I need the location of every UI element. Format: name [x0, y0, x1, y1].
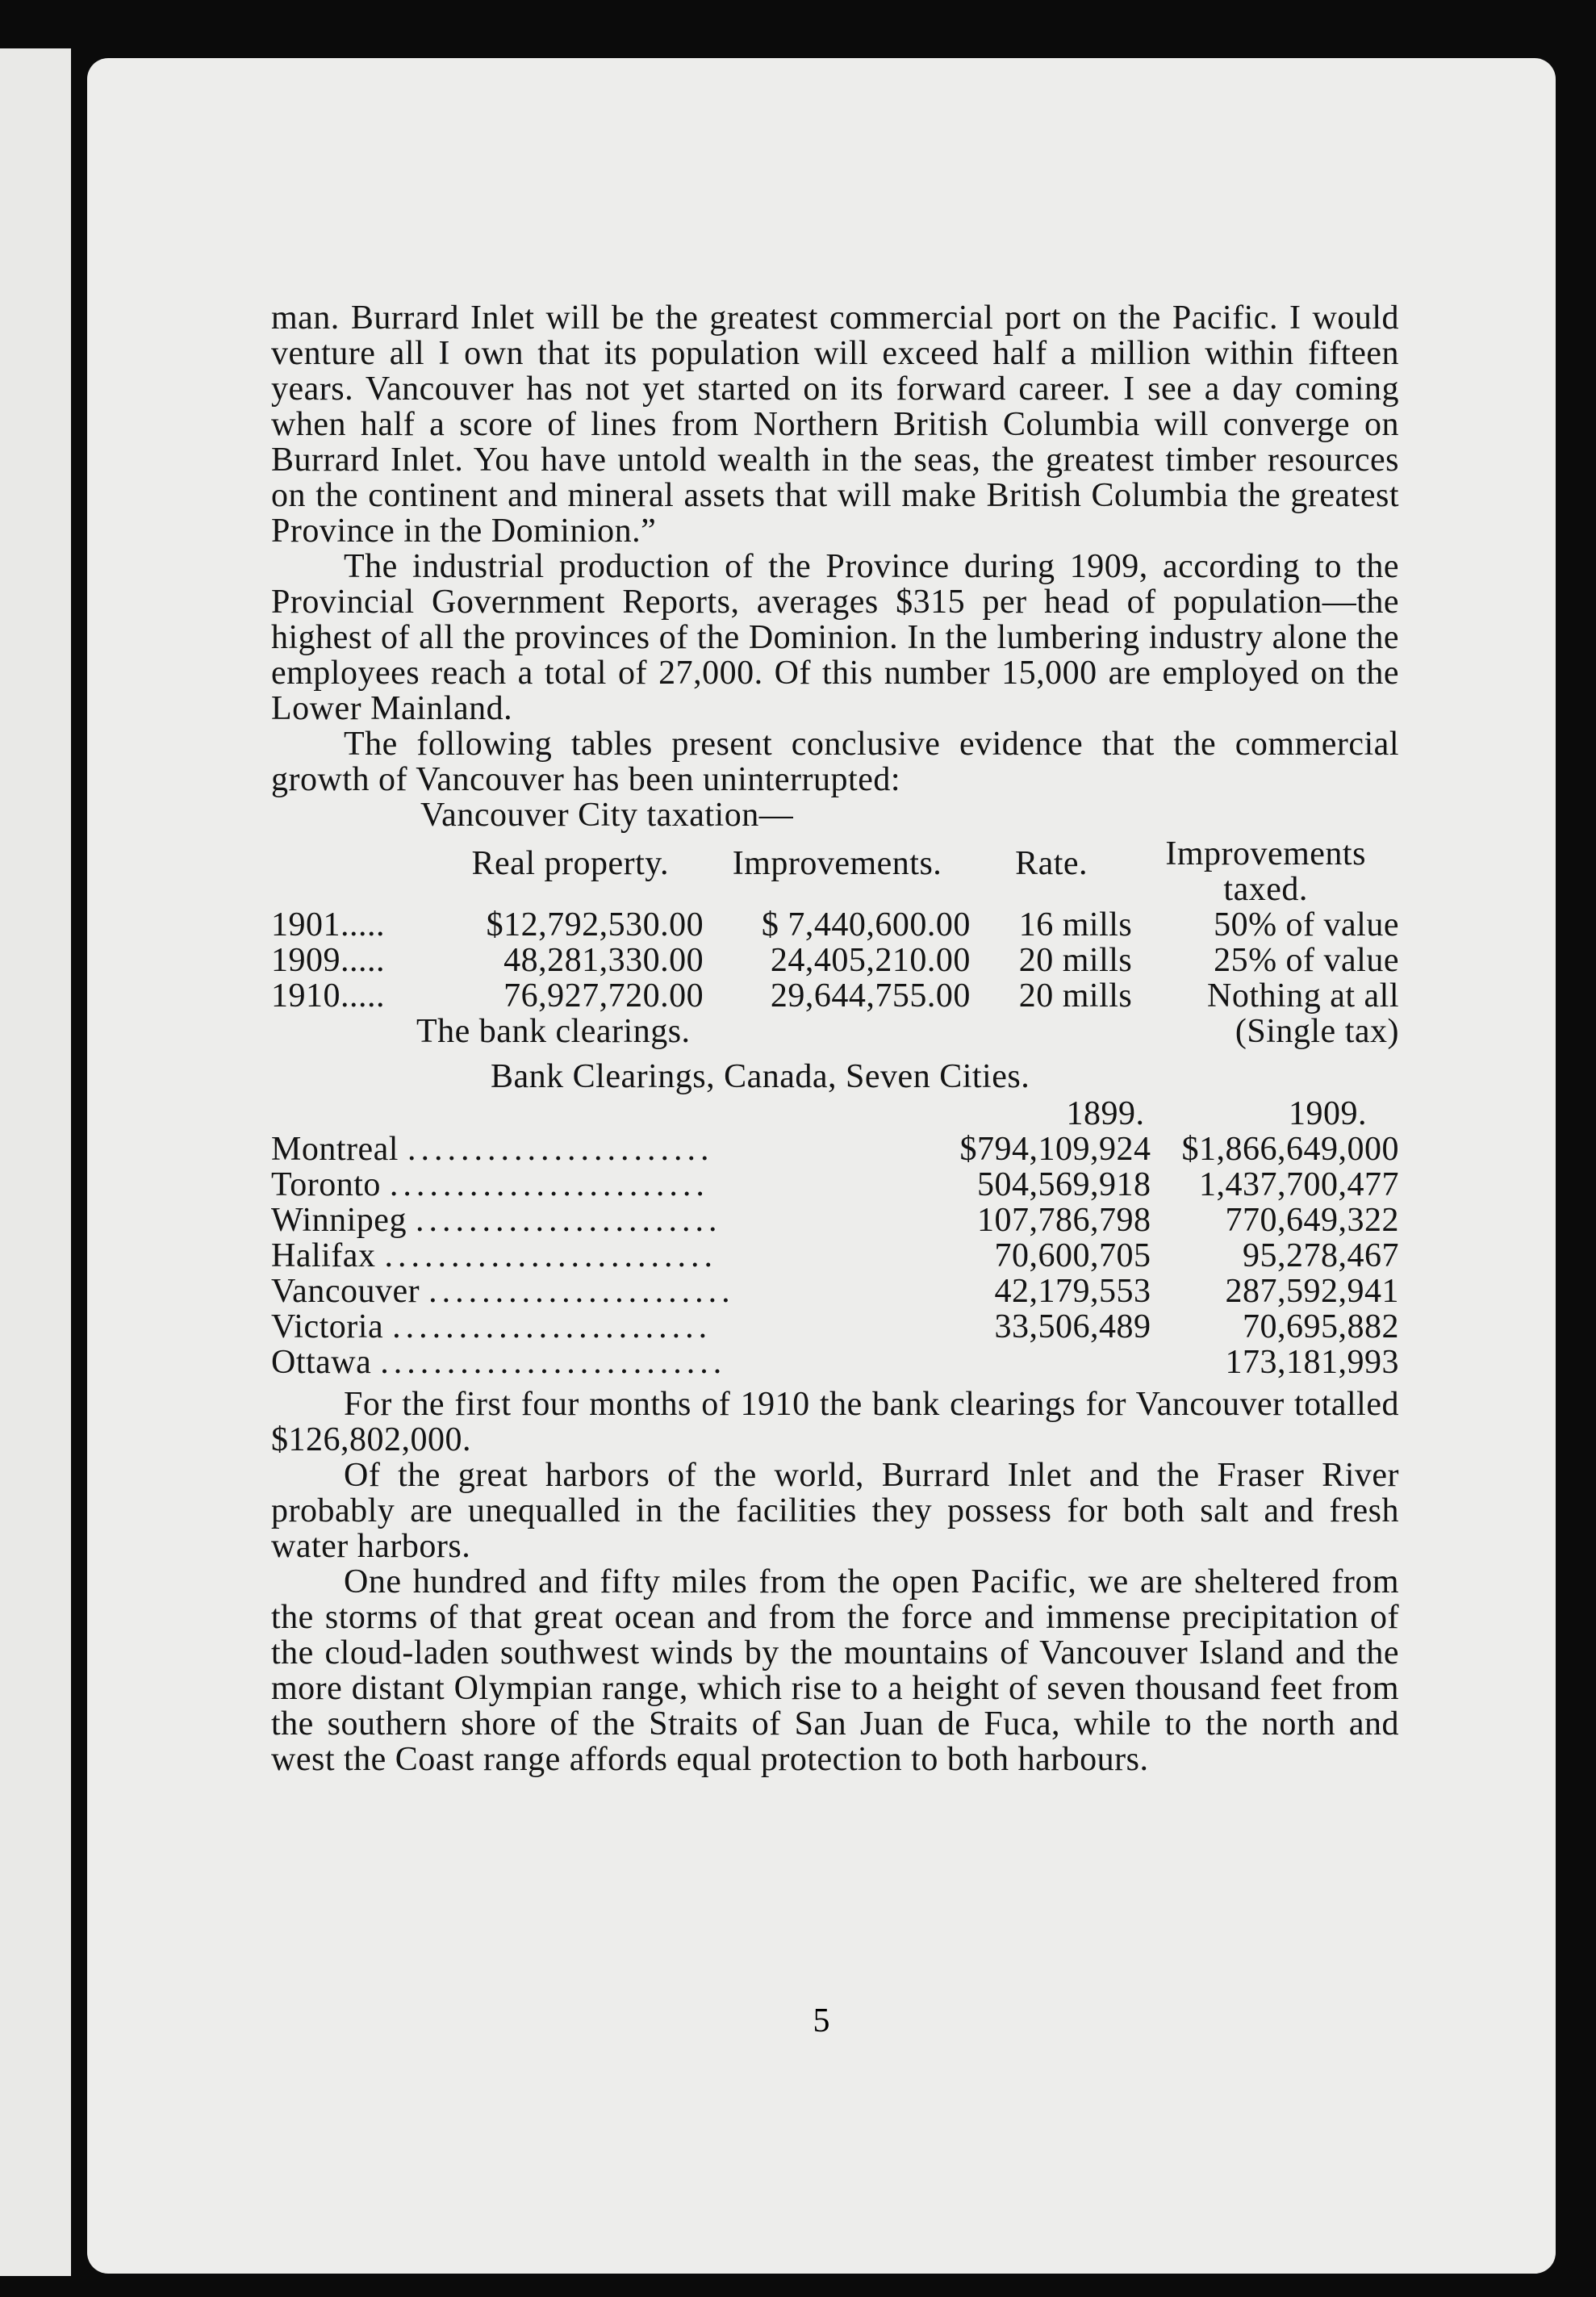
bank-value-1899: 42,179,553	[994, 1273, 1151, 1310]
tax-year: 1901.....	[271, 906, 385, 943]
tax-note: (Single tax)	[1235, 1013, 1399, 1050]
tax-year: 1910.....	[271, 977, 385, 1015]
bank-header-row	[271, 1096, 1399, 1132]
header-improvements-taxed: Improvements taxed.	[1165, 835, 1366, 908]
bank-city: Vancouver	[271, 1274, 420, 1309]
tax-taxed: 25% of value	[1214, 942, 1399, 979]
paragraph-harbors: Of the great harbors of the world, Burrard Inlet and the Fraser River probably are unequalled in the facilities they possess for both salt and fresh water harbors.	[271, 1457, 1399, 1565]
bank-city: Winnipeg	[271, 1203, 407, 1238]
table-row	[271, 978, 1399, 1014]
table-row: Winnipeg ....................... 107,786,798 770,649,322	[271, 1202, 1399, 1239]
book-page	[87, 58, 1556, 2274]
table-row: Victoria ........................ 33,506,489 70,695,882	[271, 1308, 1399, 1345]
bank-value-1909: 1,437,700,477	[1199, 1166, 1399, 1203]
paragraph-quote-end: man. Burrard Inlet will be the greatest commercial port on the Pacific. I would venture all I own that its population will exceed half a million within fifteen years. Vancouver has not yet started on its forward career. I see a day coming when half a score of lines from Northern British Columbia will converge on Burrard Inlet. You have untold wealth in the seas, the greatest timber resources on the continent and mineral assets that will make British Columbia the greatest Province in the Dominion.”	[271, 299, 1399, 550]
tax-real-property: $12,792,530.00	[486, 906, 704, 943]
bank-value-1899: 33,506,489	[994, 1308, 1151, 1345]
bank-value-1909: 287,592,941	[1225, 1273, 1399, 1310]
bank-city: Toronto	[271, 1167, 381, 1203]
paragraph-first-four-months: For the first four months of 1910 the bank clearings for Vancouver totalled $126,802,000.	[271, 1386, 1399, 1458]
bank-value-1909: $1,866,649,000	[1181, 1131, 1399, 1168]
bank-value-1909: 95,278,467	[1243, 1237, 1399, 1274]
table-row: Ottawa .......................... 173,181,993	[271, 1344, 1399, 1381]
table-row	[271, 943, 1399, 978]
table-row: Montreal ....................... $794,109,924 $1,866,649,000	[271, 1131, 1399, 1168]
bank-city: Montreal	[271, 1132, 399, 1167]
paragraph-industrial-production: The industrial production of the Province during 1909, according to the Provincial Government Reports, averages $315 per head of population—the highest of all the provinces of the Dominion. In the lumbering industry alone the employees reach a total of 27,000. Of this number 15,000 are employed on the Lower Mainland.	[271, 548, 1399, 727]
tax-real-property: 76,927,720.00	[503, 977, 704, 1015]
bank-city: Ottawa	[271, 1345, 372, 1380]
bank-value-1909: 770,649,322	[1225, 1202, 1399, 1239]
table-row: Toronto ........................ 504,569,918 1,437,700,477	[271, 1166, 1399, 1203]
table-row: Vancouver ....................... 42,179,553 287,592,941	[271, 1273, 1399, 1310]
tax-improvements: $ 7,440,600.00	[761, 906, 971, 943]
bank-value-1899: 70,600,705	[994, 1237, 1151, 1274]
bank-clearings-intro: The bank clearings.	[416, 1013, 691, 1050]
bank-city: Victoria	[271, 1309, 384, 1345]
bank-value-1899: 504,569,918	[976, 1166, 1151, 1203]
taxation-header-row	[271, 836, 1399, 907]
tax-rate: 20 mills	[1018, 977, 1133, 1015]
header-1899: 1899.	[1066, 1095, 1145, 1132]
bank-clearings-title: Bank Clearings, Canada, Seven Cities.	[491, 1058, 1030, 1095]
tax-rate: 20 mills	[1018, 942, 1133, 979]
table-row	[271, 907, 1399, 943]
header-real-property: Real property.	[471, 845, 670, 882]
bank-value-1909: 70,695,882	[1243, 1308, 1399, 1345]
adjacent-page-edge	[0, 48, 71, 2276]
paragraph-sheltered: One hundred and fifty miles from the open Pacific, we are sheltered from the storms of that great ocean and from the force and immense precipitation of the cloud-laden southwest winds by the mountains of Vancouver Island and the more distant Olympian range, which rise to a height of seven thousand feet from the southern shore of the Straits of San Juan de Fuca, while to the north and west the Coast range affords equal protection to both harbours.	[271, 1563, 1399, 1778]
tax-rate: 16 mills	[1018, 906, 1133, 943]
bank-value-1899: $794,109,924	[959, 1131, 1151, 1168]
header-rate: Rate.	[1015, 845, 1088, 882]
paragraph-tables-intro: The following tables present conclusive evidence that the commercial growth of Vancouver has been uninterrupted:	[271, 726, 1399, 798]
tax-improvements: 24,405,210.00	[770, 942, 971, 979]
bank-city: Halifax	[271, 1238, 376, 1274]
tax-taxed: 50% of value	[1214, 906, 1399, 943]
header-1909: 1909.	[1289, 1095, 1367, 1132]
taxation-heading: Vancouver City taxation—	[420, 797, 794, 834]
table-row: Halifax ......................... 70,600,705 95,278,467	[271, 1237, 1399, 1274]
tax-taxed: Nothing at all	[1207, 977, 1399, 1015]
bank-value-1909: 173,181,993	[1225, 1344, 1399, 1381]
page-content	[271, 300, 1399, 1777]
tax-improvements: 29,644,755.00	[770, 977, 971, 1015]
tax-real-property: 48,281,330.00	[503, 942, 704, 979]
bank-value-1899: 107,786,798	[976, 1202, 1151, 1239]
bank-clearings-table	[271, 1096, 1399, 1380]
bank-value-1899	[933, 1345, 1151, 1380]
header-improvements: Improvements.	[732, 845, 942, 882]
page-number: 5	[813, 2002, 830, 2040]
tax-year: 1909.....	[271, 942, 385, 979]
